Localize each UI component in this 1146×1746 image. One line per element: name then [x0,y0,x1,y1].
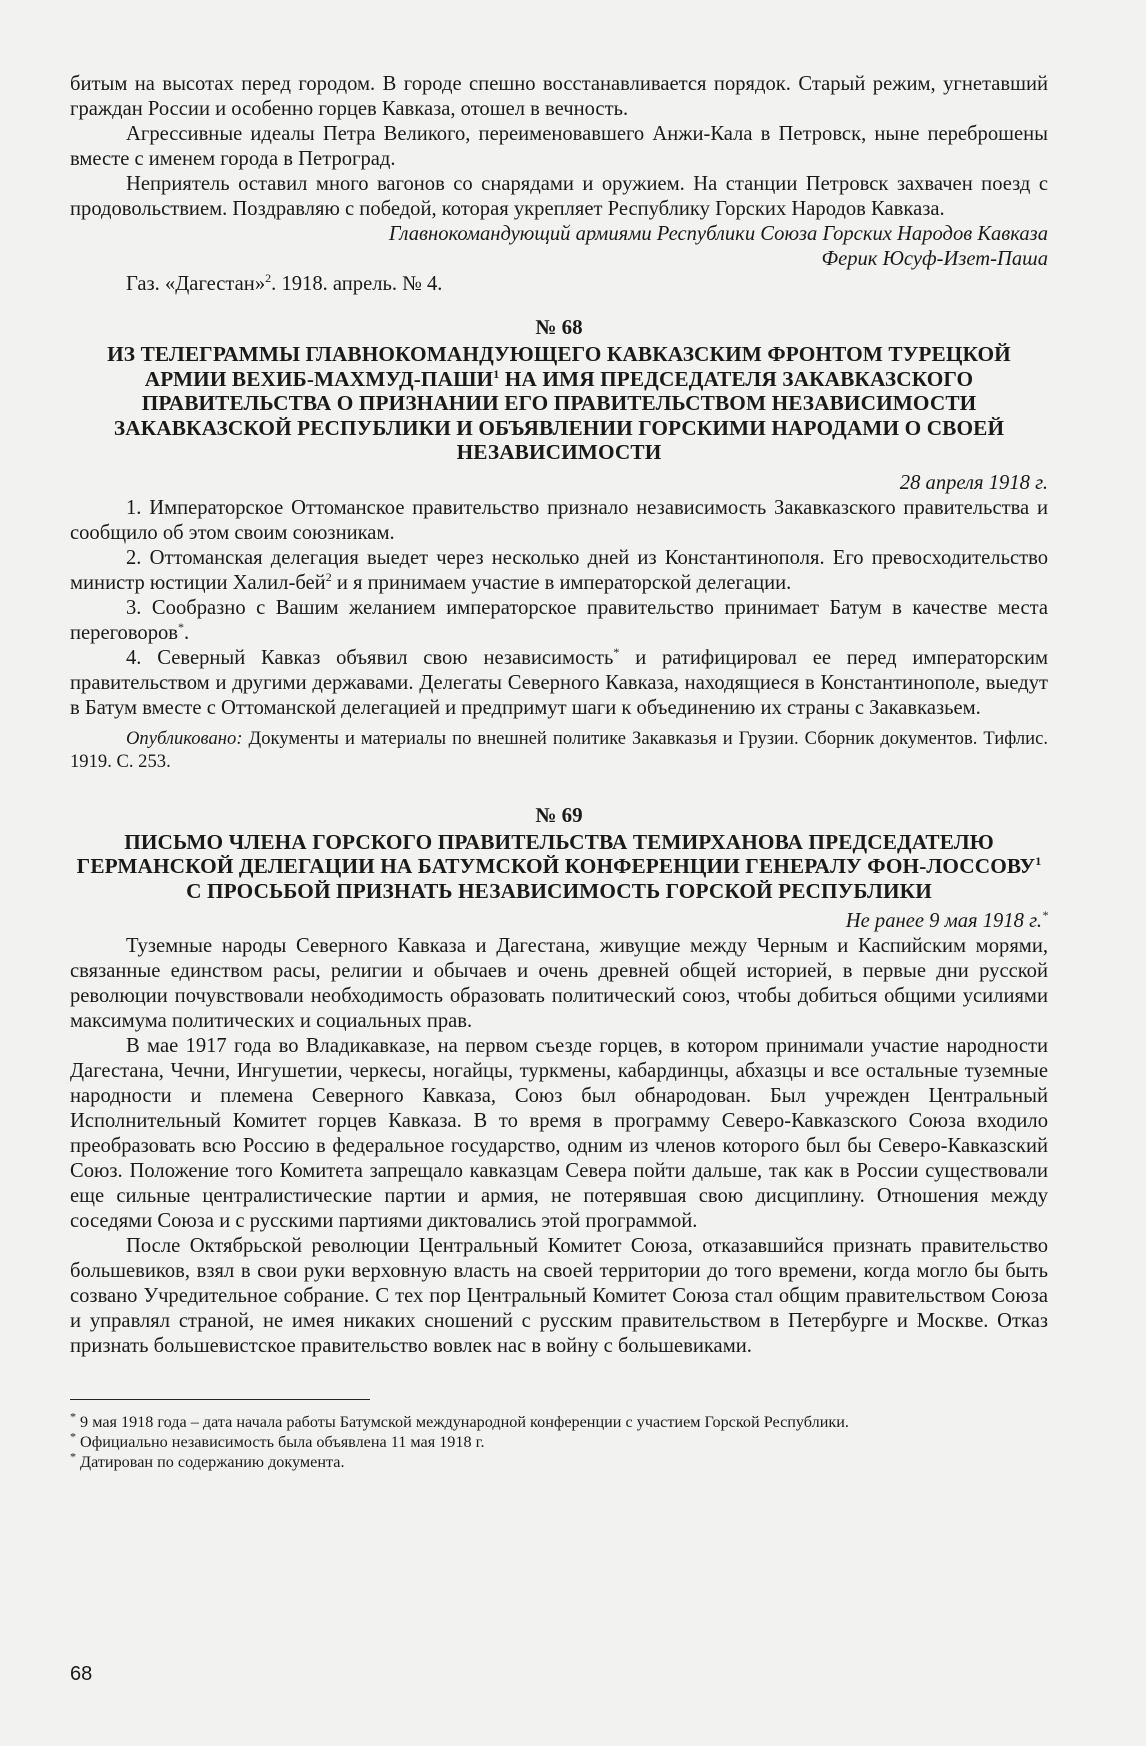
document-title-69: ПИСЬМО ЧЛЕНА ГОРСКОГО ПРАВИТЕЛЬСТВА ТЕМИРХАНОВА ПРЕДСЕДАТЕЛЮ ГЕРМАНСКОЙ ДЕЛЕГАЦИИ НА БАТУМСКОЙ КОНФЕРЕНЦИИ ГЕНЕРАЛУ ФОН-ЛОССОВУ$^1$ С ПРОСЬБОЙ ПРИЗНАТЬ НЕЗАВИСИМОСТЬ ГОРСКОЙ РЕСПУБЛИКИ [76,829,1042,903]
document-date-68: 28 апреля 1918 г. [899,471,1048,494]
footnote-ref: * [1042,908,1048,923]
source-reference: Газ. «Дагестан»$^2$. 1918. апрель. № 4. [126,271,443,295]
page-number: 68 [70,1663,93,1685]
item-2: 2. Оттоманская делегация выедет через несколько дней из Константинополя. Его превосходительство министр юстиции Халил-бей$^2$ и я принимаем участие в императорской делегации. [70,546,1048,594]
footnote: * Датирован по содержанию документа. [70,1449,345,1471]
footnote-divider [70,1399,370,1400]
publication-note: Опубликовано: Документы и материалы по внешней политике Закавказья и Грузии. Сборник документов. Тифлис. 1919. С. 253. [70,727,1048,772]
continued-paragraph: битым на высотах перед городом. В городе спешно восстанавливается порядок. Старый режим, угнетавший граждан России и особенно горцев Кавказа, отошел в вечность. [70,73,1048,120]
item-1: 1. Императорское Оттоманское правительство признало независимость Закавказского правительства и сообщило об этом своим союзникам. [70,496,1048,544]
document-date-69: Не ранее 9 мая 1918 г.* [845,908,1048,932]
item-4: 4. Северный Кавказ объявил свою независимость* и ратифицировал ее перед императорским правительством и другими державами. Делегаты Северного Кавказа, находящиеся в Константинополе, выедут в Батум вместе с Оттоманской делегацией и предпримут шаги к объединению их страны с Закавказьем. [70,644,1048,719]
document-title-68: ИЗ ТЕЛЕГРАММЫ ГЛАВНОКОМАНДУЮЩЕГО КАВКАЗСКИМ ФРОНТОМ ТУРЕЦКОЙ АРМИИ ВЕХИБ-МАХМУД-ПАШИ$^1$ НА ИМЯ ПРЕДСЕДАТЕЛЯ ЗАКАВКАЗСКОГО ПРАВИТЕЛЬСТВА О ПРИЗНАНИИ ЕГО ПРАВИТЕЛЬСТВОМ НЕЗАВИСИМОСТИ ЗАКАВКАЗСКОЙ РЕСПУБЛИКИ И ОБЪЯВЛЕНИИ ГОРСКИМИ НАРОДАМИ О СВОЕЙ НЕЗАВИСИМОСТИ [107,342,1011,464]
signature-name: Ферик Юсуф-Изет-Паша [821,248,1048,270]
signature-title: Главнокомандующий армиями Республики Союза Горских Народов Кавказа [388,223,1048,245]
footnote-ref: * [178,619,185,634]
footnote: * 9 мая 1918 года – дата начала работы Батумской международной конференции с участием Горской Республики. [70,1409,849,1431]
footnote-ref: 2 [325,569,332,584]
footnote-ref: 1 [1035,853,1042,868]
footnote-ref: 2 [265,271,272,286]
footnote-ref: * [613,644,620,659]
document-number-69: № 69 [535,802,583,827]
paragraph: После Октябрьской революции Центральный Комитет Союза, отказавшийся признать правительство большевиков, взял в свои руки верховную власть на своей территории до того времени, когда могло бы быть созвано Учредительное собрание. С тех пор Центральный Комитет Союза стал общим правительством Союза и управлял страной, не имея никаких сношений с русским правительством в Петербурге и Москве. Отказ признать большевистское правительство вовлек нас в войну с большевиками. [70,1235,1048,1357]
item-3: 3. Сообразно с Вашим желанием императорское правительство принимает Батум в качестве места переговоров*. [70,596,1048,644]
paragraph: Туземные народы Северного Кавказа и Дагестана, живущие между Черным и Каспийским морями, связанные единством расы, религии и обычаев и очень древней общей историей, в первые дни русской революции почувствовали необходимость образовать политический союз, чтобы добиться общими усилиями максимума политических и социальных прав. [70,935,1048,1032]
text-column [70,72,1048,1472]
paragraph: Неприятель оставил много вагонов со снарядами и оружием. На станции Петровск захвачен поезд с продовольствием. Поздравляю с победой, которая укрепляет Республику Горских Народов Кавказа. [70,173,1048,220]
paragraph: В мае 1917 года во Владикавказе, на первом съезде горцев, в котором принимали участие народности Дагестана, Чечни, Ингушетии, черкесы, ногайцы, туркмены, кабардинцы, абхазцы и все остальные туземные народности и племена Северного Кавказа, Союз был обнародован. Был учрежден Центральный Исполнительный Комитет горцев Кавказа. В то время в программу Северо-Кавказского Союза входило преобразовать всю Россию в федеральное государство, одним из членов которого был бы Северо-Кавказский Союз. Положение того Комитета запрещало кавказцам Севера пойти дальше, так как в России существовали еще сильные централистические партии и армия, не потерявшая свою дисциплину. Отношения между соседями Союза и с русскими партиями диктовались этой программой. [70,1035,1048,1232]
document-number-68: № 68 [535,315,583,339]
paragraph: Агрессивные идеалы Петра Великого, переименовавшего Анжи-Кала в Петровск, ныне переброшены вместе с именем города в Петроград. [70,123,1048,170]
footnote: * Официально независимость была объявлена 11 мая 1918 г. [70,1429,485,1451]
footnote-ref: 1 [493,366,500,381]
